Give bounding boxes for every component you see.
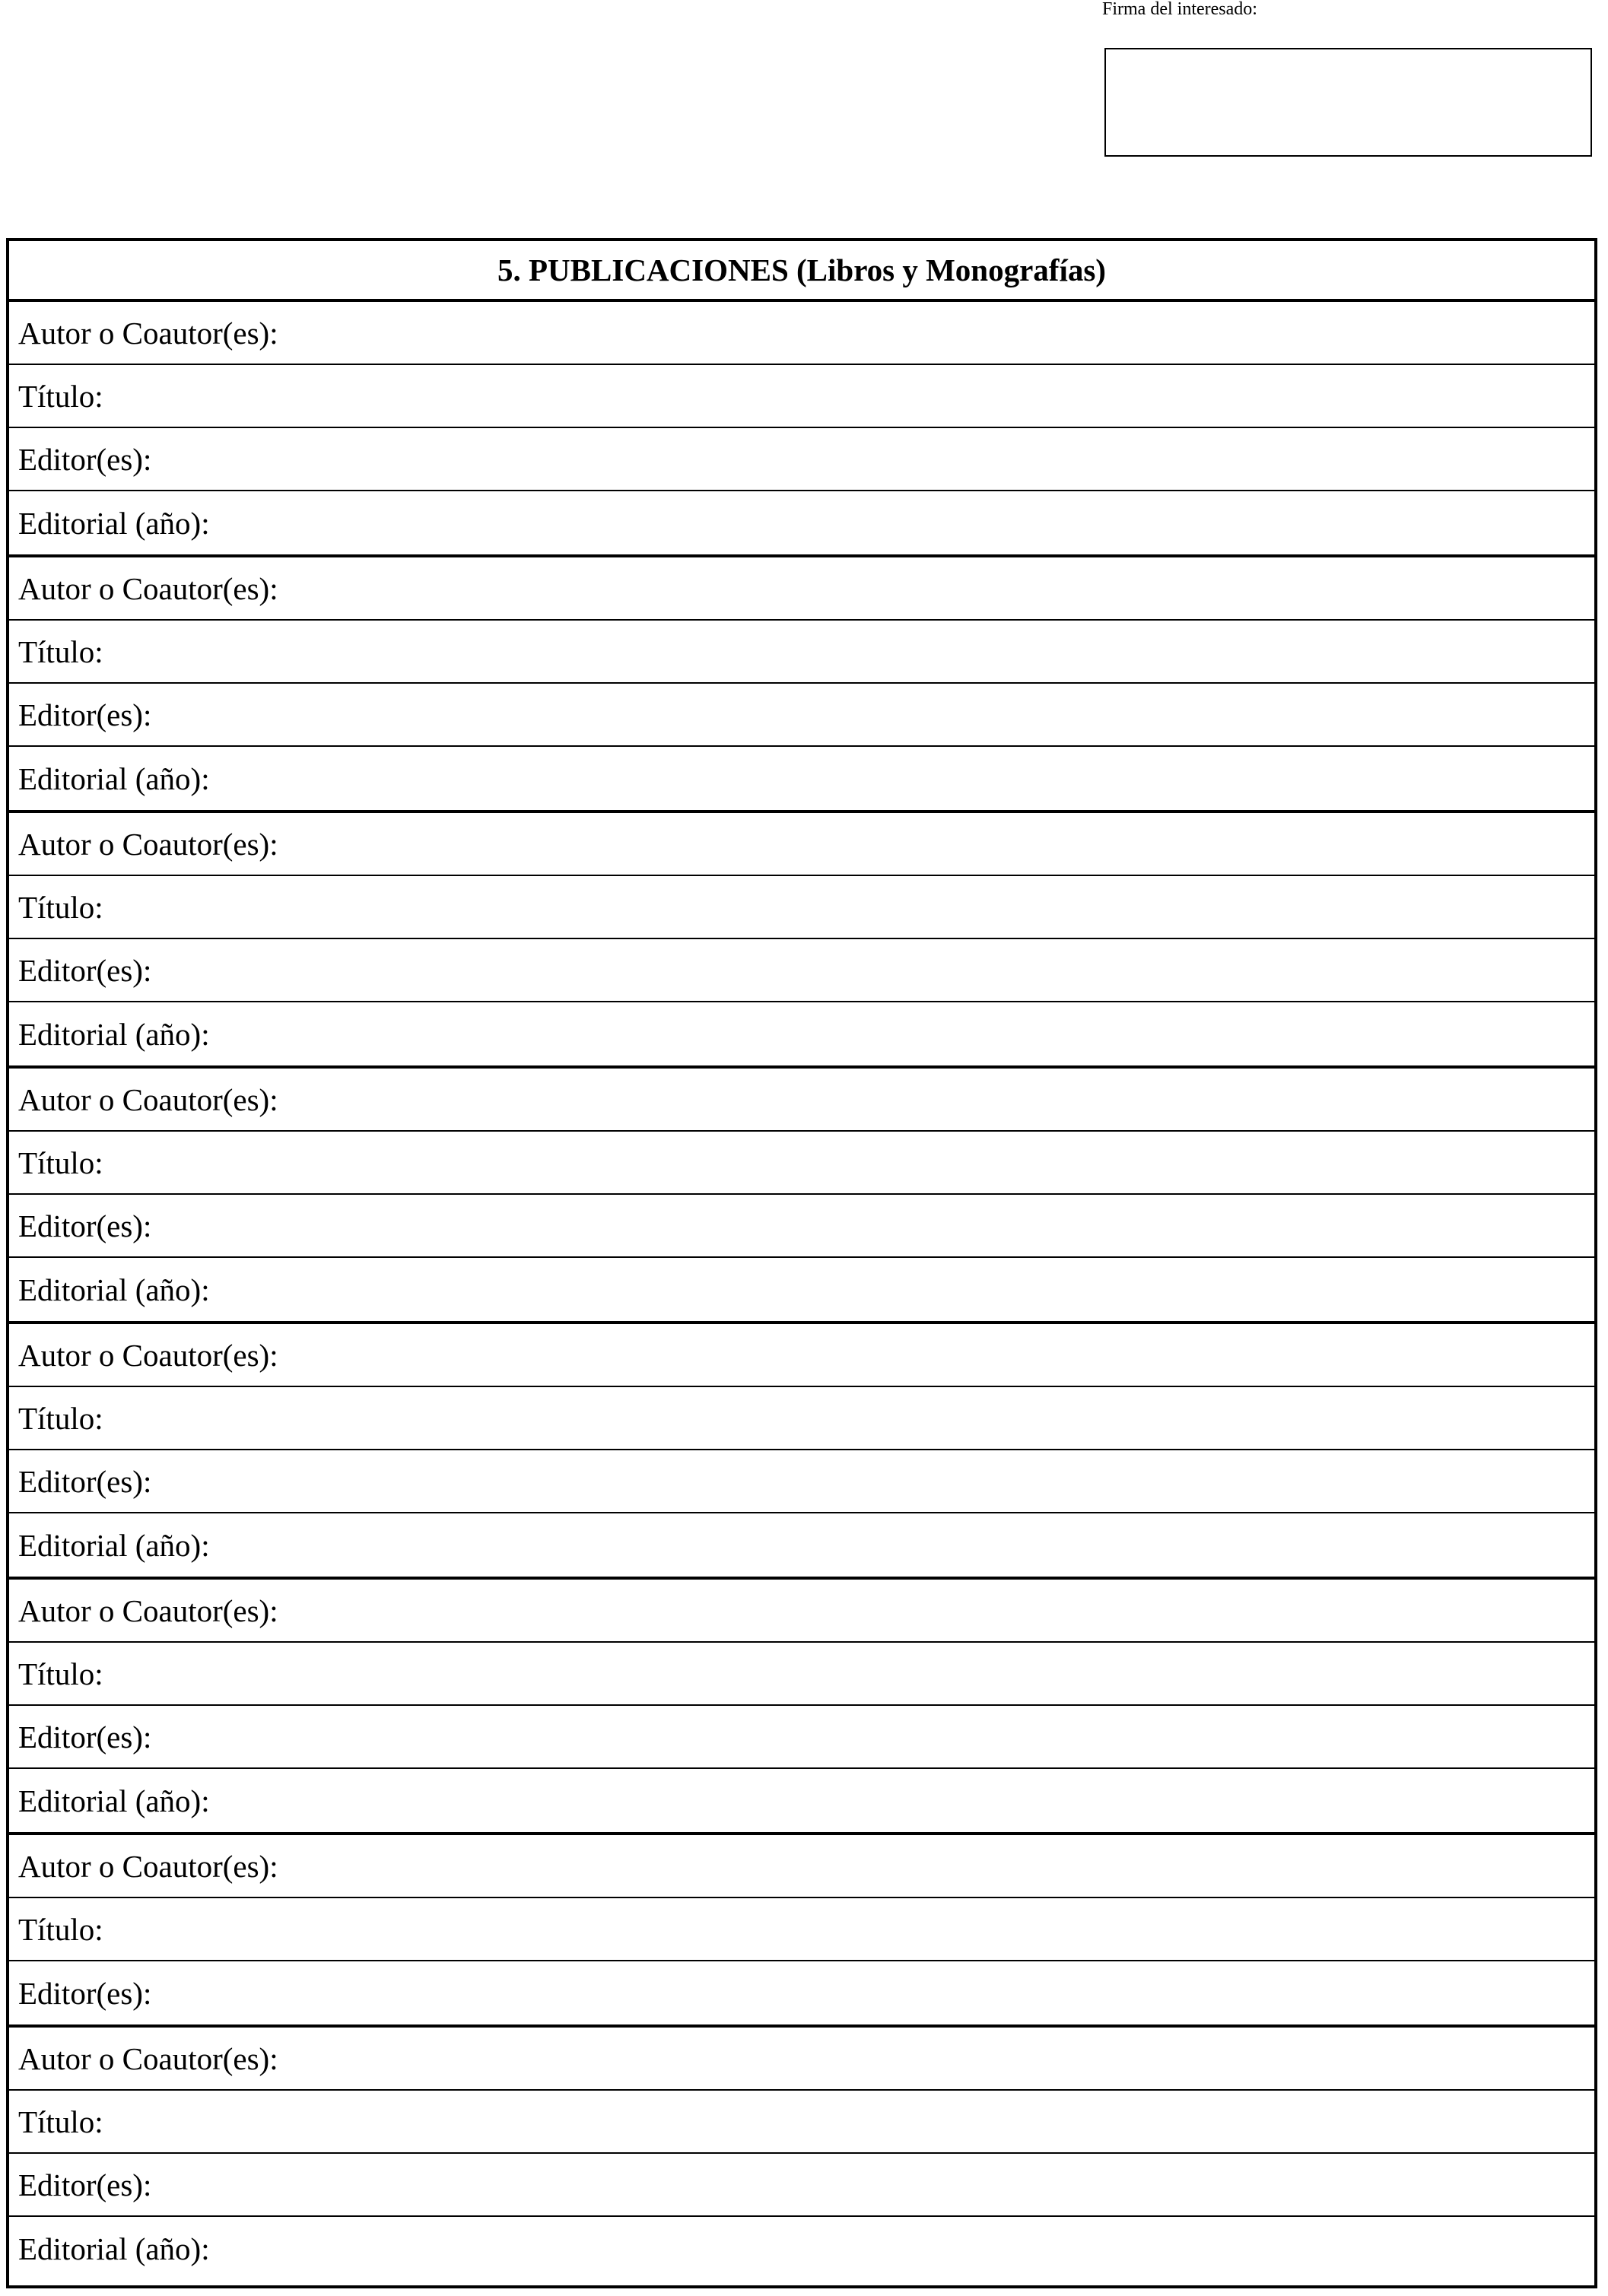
title-field[interactable]: Título: <box>9 621 1594 684</box>
title-field[interactable]: Título: <box>9 1643 1594 1706</box>
author-field[interactable]: Autor o Coautor(es): <box>9 1069 1594 1132</box>
section-title: 5. PUBLICACIONES (Libros y Monografías) <box>9 241 1594 302</box>
author-field[interactable]: Autor o Coautor(es): <box>9 1835 1594 1898</box>
publisher-year-field[interactable]: Editorial (año): <box>18 1527 210 1563</box>
publication-entry <box>9 1580 1594 1835</box>
editors-field[interactable]: Editor(es): <box>9 1706 1594 1769</box>
title-field[interactable]: Título: <box>9 1898 1594 1961</box>
author-field[interactable]: Autor o Coautor(es): <box>9 1324 1594 1387</box>
publications-table <box>6 238 1597 2288</box>
publisher-year-field[interactable]: Editorial (año): <box>18 2231 210 2266</box>
publication-entry <box>9 1324 1594 1580</box>
title-field[interactable]: Título: <box>9 1132 1594 1195</box>
publisher-year-field[interactable]: Editorial (año): <box>18 1272 210 1307</box>
editors-field[interactable]: Editor(es): <box>18 1975 152 2011</box>
editors-field[interactable]: Editor(es): <box>9 428 1594 491</box>
title-field[interactable]: Título: <box>9 365 1594 428</box>
publication-entry <box>9 557 1594 813</box>
title-field[interactable]: Título: <box>9 2091 1594 2154</box>
publication-entry <box>9 2028 1594 2280</box>
editors-field[interactable]: Editor(es): <box>9 1450 1594 1513</box>
author-field[interactable]: Autor o Coautor(es): <box>9 813 1594 876</box>
editors-field[interactable]: Editor(es): <box>9 939 1594 1002</box>
editors-field[interactable]: Editor(es): <box>9 2154 1594 2217</box>
publisher-year-field[interactable]: Editorial (año): <box>18 761 210 796</box>
title-field[interactable]: Título: <box>9 1387 1594 1450</box>
author-field[interactable]: Autor o Coautor(es): <box>9 1580 1594 1643</box>
publisher-year-field[interactable]: Editorial (año): <box>18 1783 210 1818</box>
publication-entry <box>9 1069 1594 1324</box>
author-field[interactable]: Autor o Coautor(es): <box>9 302 1594 365</box>
publisher-year-field[interactable]: Editorial (año): <box>18 505 210 541</box>
publication-entry <box>9 302 1594 557</box>
publication-entry <box>9 813 1594 1069</box>
publication-entry <box>9 1835 1594 2028</box>
title-field[interactable]: Título: <box>9 876 1594 939</box>
author-field[interactable]: Autor o Coautor(es): <box>9 557 1594 621</box>
editors-field[interactable]: Editor(es): <box>9 1195 1594 1258</box>
signature-label: Firma del interesado: <box>1102 0 1257 19</box>
editors-field[interactable]: Editor(es): <box>9 684 1594 747</box>
author-field[interactable]: Autor o Coautor(es): <box>9 2028 1594 2091</box>
publisher-year-field[interactable]: Editorial (año): <box>18 1016 210 1052</box>
signature-box[interactable] <box>1104 48 1592 157</box>
